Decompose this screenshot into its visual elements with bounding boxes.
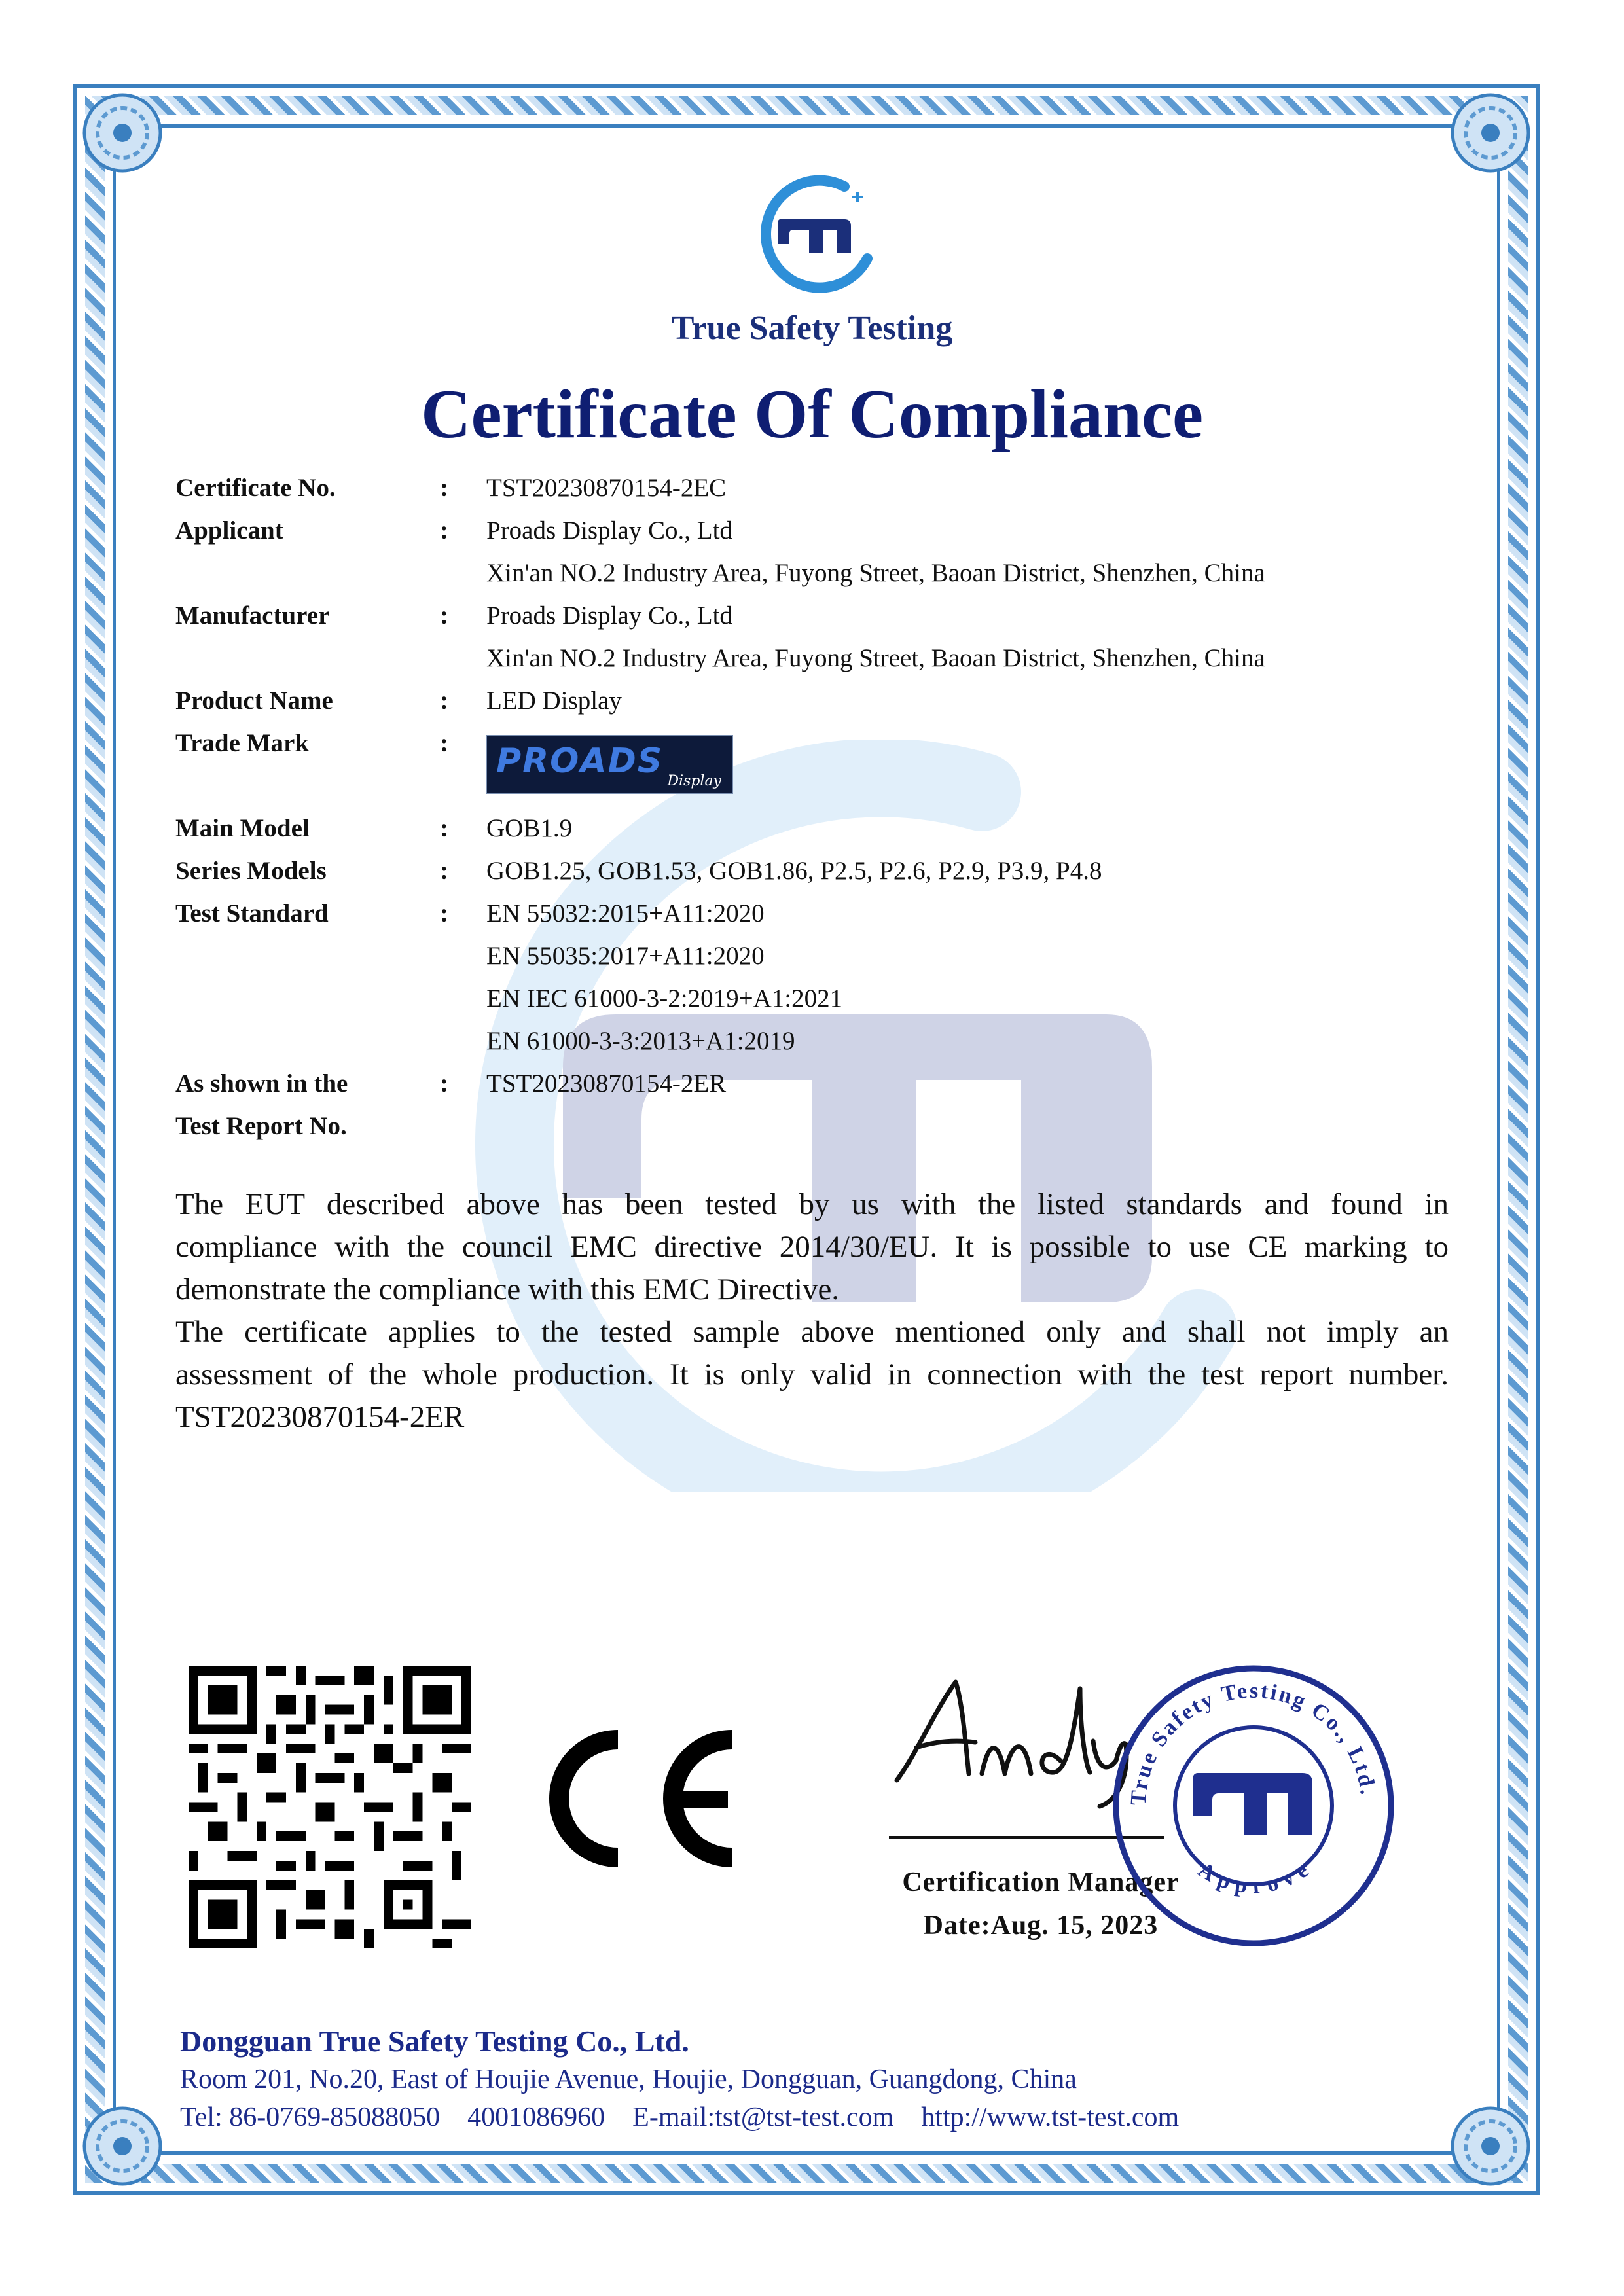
main-model-value: GOB1.9 xyxy=(486,814,573,842)
svg-text:True Safety Testing Co., Ltd.: True Safety Testing Co., Ltd. xyxy=(1126,1678,1380,1806)
product-name-value: LED Display xyxy=(486,687,622,715)
corner-ornament-bottom-right xyxy=(1441,2097,1540,2195)
signature-date: Date:Aug. 15, 2023 xyxy=(923,1910,1159,1941)
field-colon: : xyxy=(440,729,448,757)
brand-name: True Safety Testing xyxy=(671,310,953,347)
field-colon: : xyxy=(440,516,448,545)
field-colon: : xyxy=(440,601,448,630)
qr-code xyxy=(189,1666,471,1948)
applicant-label: Applicant xyxy=(175,516,283,545)
statement-line: The EUT described above has been tested by us with the listed standards and found in xyxy=(175,1187,1449,1221)
applicant-name: Proads Display Co., Ltd xyxy=(486,516,732,545)
corner-ornament-top-right xyxy=(1441,84,1540,182)
report-no-label-line2: Test Report No. xyxy=(175,1112,347,1140)
test-standard-label: Test Standard xyxy=(175,899,329,927)
manufacturer-label: Manufacturer xyxy=(175,601,330,630)
applicant-address: Xin'an NO.2 Industry Area, Fuyong Street, Baoan District, Shenzhen, China xyxy=(486,559,1265,587)
statement-line: assessment of the whole production. It is only valid in connection with the test report number. xyxy=(175,1357,1449,1391)
report-no-label-line1: As shown in the xyxy=(175,1069,348,1098)
statement-line: compliance with the council EMC directive 2014/30/EU. It is possible to use CE marking to xyxy=(175,1230,1449,1264)
test-standard-item: EN IEC 61000-3-2:2019+A1:2021 xyxy=(486,984,843,1013)
trade-mark-logo xyxy=(486,735,733,794)
trade-mark-label: Trade Mark xyxy=(175,729,309,757)
corner-ornament-bottom-left xyxy=(73,2097,171,2195)
svg-text:Approve: Approve xyxy=(1193,1854,1318,1899)
field-colon: : xyxy=(440,857,448,885)
manufacturer-address: Xin'an NO.2 Industry Area, Fuyong Street, Baoan District, Shenzhen, China xyxy=(486,644,1265,672)
field-colon: : xyxy=(440,474,448,502)
statement-line: demonstrate the compliance with this EMC Directive. xyxy=(175,1272,840,1306)
tst-logo xyxy=(746,167,877,298)
footer-contact: Tel: 86-0769-85088050 4001086960 E-mail:tst@tst-test.com http://www.tst-test.com xyxy=(180,2102,1180,2132)
report-no-value: TST20230870154-2ER xyxy=(486,1069,727,1098)
footer-address: Room 201, No.20, East of Houjie Avenue, Houjie, Dongguan, Guangdong, China xyxy=(180,2064,1077,2094)
test-standard-item: EN 55035:2017+A11:2020 xyxy=(486,942,765,970)
approval-stamp xyxy=(1106,1659,1401,1953)
series-models-value: GOB1.25, GOB1.53, GOB1.86, P2.5, P2.6, P2.9, P3.9, P4.8 xyxy=(486,857,1102,885)
statement-line: TST20230870154-2ER xyxy=(175,1400,465,1434)
corner-ornament-top-left xyxy=(73,84,171,182)
field-colon: : xyxy=(440,899,448,927)
main-model-label: Main Model xyxy=(175,814,310,842)
page-title: Certificate Of Compliance xyxy=(420,376,1204,452)
statement-line: The certificate applies to the tested sample above mentioned only and shall not imply an xyxy=(175,1315,1449,1349)
certificate-no-label: Certificate No. xyxy=(175,474,336,502)
trade-mark-logo-subtext: Display xyxy=(667,773,721,789)
product-name-label: Product Name xyxy=(175,687,333,715)
field-colon: : xyxy=(440,687,448,715)
test-standard-item: EN 55032:2015+A11:2020 xyxy=(486,899,765,927)
field-colon: : xyxy=(440,1069,448,1098)
signer-role: Certification Manager xyxy=(902,1867,1180,1897)
field-colon: : xyxy=(440,814,448,842)
trade-mark-logo-text: PROADS xyxy=(496,742,664,781)
test-standard-item: EN 61000-3-3:2013+A1:2019 xyxy=(486,1027,795,1055)
certificate-no-value: TST20230870154-2EC xyxy=(486,474,727,502)
series-models-label: Series Models xyxy=(175,857,327,885)
manufacturer-name: Proads Display Co., Ltd xyxy=(486,601,732,630)
footer-company: Dongguan True Safety Testing Co., Ltd. xyxy=(180,2024,689,2058)
ce-mark xyxy=(532,1721,745,1876)
